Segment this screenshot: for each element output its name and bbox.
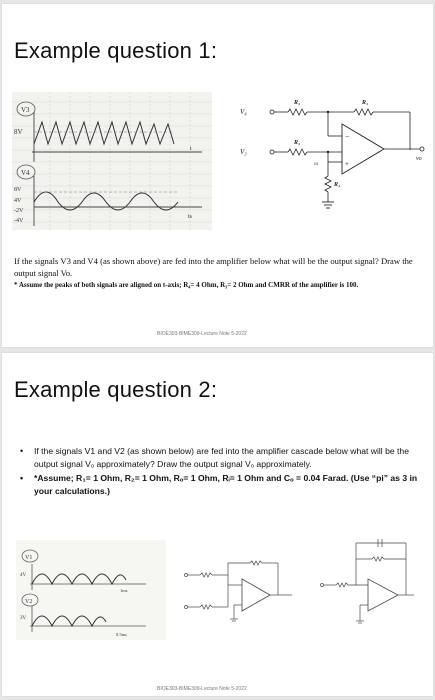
v1-t-label: 1ms (120, 588, 128, 593)
v2-label: V2 (25, 599, 33, 605)
v3-8v-label: 8V (14, 128, 23, 136)
v2-3v-label: 3V (20, 616, 27, 621)
question-2-bullet-1: • If the signals V1 and V2 (as shown below) are fed into the amplifier cascade below what will be the output signal Vₒ approximately? Draw the output signal Vₒ approximately. (20, 446, 409, 469)
slide-1 (2, 4, 433, 347)
v4-label: V4 (21, 169, 30, 177)
slide-1-footer: BIOE303-BIME309-Lecture Note 5-2022 (157, 331, 247, 337)
question-2-bullets (18, 445, 418, 499)
circuit-r4-top-label: R₄ (362, 100, 369, 106)
circuit-r3-top-label: R₃ (294, 100, 301, 106)
circuit-r4-bot-label: R₄ (334, 182, 341, 188)
question-2-bullet-2: • *Assume; R₁= 1 Ohm, R₂= 1 Ohm, Rₒ= 1 Ohm, Rᵢ= 1 Ohm and Cₒ = 0.04 Farad. (Use “pi” as 3 in your calculations.) (20, 473, 418, 496)
circuit-r3-bot-label: R₃ (294, 140, 301, 146)
circuit-v4-label: V₄ (240, 108, 247, 116)
circuit-v3-label: V₃ (240, 148, 247, 156)
signals-photo (12, 92, 212, 230)
v1-4v-label: 4V (20, 573, 27, 578)
v3-t-label: t (190, 146, 192, 152)
summing-amplifier-circuit (178, 549, 298, 633)
v2-t-label: 0.5ms (116, 632, 127, 637)
v4-m2v-label: -2V (14, 208, 24, 214)
slide-2 (2, 353, 433, 696)
difference-amplifier-circuit (234, 92, 430, 220)
v3-label: V3 (21, 106, 30, 114)
question-1-text: If the signals V3 and V4 (as shown above) are fed into the amplifier below what will be the output signal? Draw the output signal Vo. (14, 256, 413, 278)
signals-sketch (16, 540, 166, 640)
circuit-vo-label: vo (416, 156, 422, 162)
v4-8v-label: 8V (14, 187, 22, 193)
v4-t-label: ts (188, 214, 193, 220)
svg-text:−: − (345, 132, 350, 141)
question-2-assumption: *Assume; R₁= 1 Ohm, R₂= 1 Ohm, Rₒ= 1 Ohm, Rᵢ= 1 Ohm and Cₒ = 0.04 Farad. (Use “pi” as 3 in your calculations.) (34, 473, 418, 496)
v1-label: V1 (25, 555, 33, 561)
question-1-assumption: * Assume the peaks of both signals are aligned on t-axis; R₄= 4 Ohm, R₃= 2 Ohm and CMRR of the amplifier is 100. (14, 281, 359, 289)
slide-1-title: Example question 1: (14, 38, 218, 63)
v4-m4v-label: -4V (14, 218, 24, 224)
integrator-circuit (318, 529, 420, 639)
slide-2-footer: BIOE303-BIME309-Lecture Note 5-2022 (157, 686, 247, 692)
circuit-vs-label: vs (314, 162, 319, 167)
v4-4v-label: 4V (14, 198, 22, 204)
svg-text:+: + (345, 160, 349, 168)
slide-2-title: Example question 2: (14, 377, 218, 402)
question-2-text: If the signals V1 and V2 (as shown below) are fed into the amplifier cascade below what will be the output signal Vₒ approximately? Draw the output signal Vₒ approximately. (34, 446, 409, 469)
